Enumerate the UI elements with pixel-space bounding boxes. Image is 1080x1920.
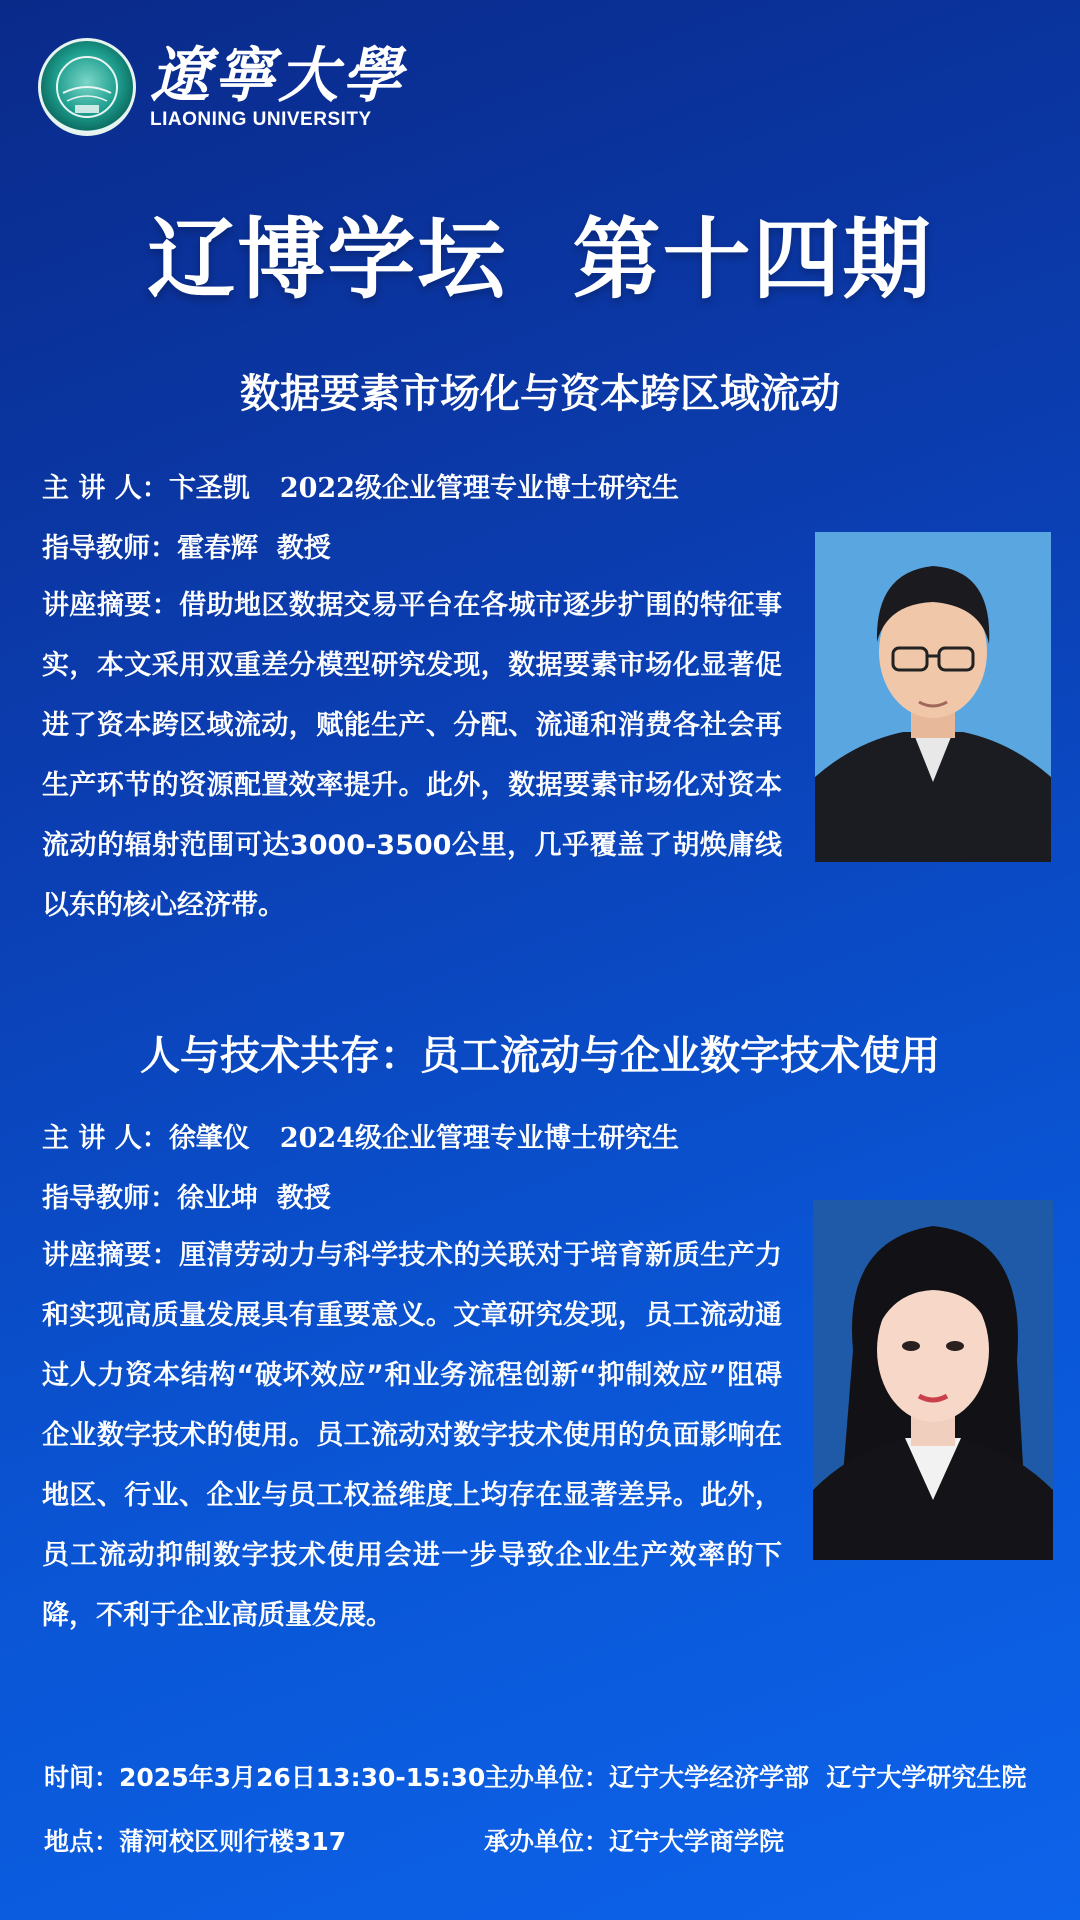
speaker-name: 徐肇仪 [168,1123,250,1154]
talk-1-speaker [42,466,679,505]
speaker-desc: 2024级企业管理专业博士研究生 [279,1123,679,1154]
event-host [484,1758,1026,1794]
university-seal-icon [38,38,136,136]
advisor-name: 霍春辉 教授 [177,533,331,564]
advisor-name: 徐业坤 教授 [177,1183,331,1214]
speaker-name: 卞圣凯 [168,473,250,504]
host-value: 辽宁大学经济学部 辽宁大学研究生院 [609,1763,1027,1792]
talk-1-advisor [42,526,331,565]
organizer-label: 承办单位： [484,1827,610,1856]
talk-2-speaker-photo [813,1200,1053,1560]
talk-2-advisor [42,1176,331,1215]
main-title: 辽博学坛 第十四期 [147,208,933,311]
abstract-text: 厘清劳动力与科学技术的关联对于培育新质生产力和实现高质量发展具有重要意义。文章研究发现，员工流动通过人力资本结构“破坏效应”和业务流程创新“抑制效应”阻碍企业数字技术的使用。员工流动对数字技术使用的负面影响在地区、行业、企业与员工权益维度上均存在显著差异。此外，员工流动抑制数字技术使用会进一步导致企业生产效率的下降，不利于企业高质量发展。 [42,1240,783,1631]
logo-name-cn: 遼寧大學 [150,41,406,111]
organizer-value: 辽宁大学商学院 [609,1827,785,1856]
place-value: 蒲河校区则行楼317 [119,1827,347,1856]
abstract-label: 讲座摘要： [42,1240,180,1271]
time-label: 时间： [44,1763,120,1792]
abstract-label: 讲座摘要： [42,590,180,621]
advisor-label: 指导教师： [42,533,177,564]
advisor-label: 指导教师： [42,1183,177,1214]
university-logo [38,38,406,136]
talk-1-abstract [42,576,782,936]
abstract-text: 借助地区数据交易平台在各城市逐步扩围的特征事实，本文采用双重差分模型研究发现，数据要素市场化显著促进了资本跨区域流动，赋能生产、分配、流通和消费各社会再生产环节的资源配置效率提升。此外，数据要素市场化对资本流动的辐射范围可达3000-3500公里，几乎覆盖了胡焕庸线以东的核心经济带。 [42,590,783,921]
time-value: 2025年3月26日13:30-15:30 [119,1763,486,1792]
talk-1-speaker-photo [815,532,1051,862]
event-organizer [484,1822,784,1858]
talk-2-speaker [42,1116,679,1155]
talk-1-title: 数据要素市场化与资本跨区域流动 [240,371,840,417]
event-time [44,1758,485,1794]
logo-name-en: LIAONING UNIVERSITY [150,109,372,130]
speaker-label: 主 讲 人： [42,1123,169,1154]
speaker-label: 主 讲 人： [42,473,169,504]
talk-2-title: 人与技术共存：员工流动与企业数字技术使用 [140,1033,940,1079]
speaker-desc: 2022级企业管理专业博士研究生 [279,473,679,504]
host-label: 主办单位： [484,1763,610,1792]
event-place [44,1822,346,1858]
place-label: 地点： [44,1827,120,1856]
talk-2-abstract [42,1226,782,1646]
